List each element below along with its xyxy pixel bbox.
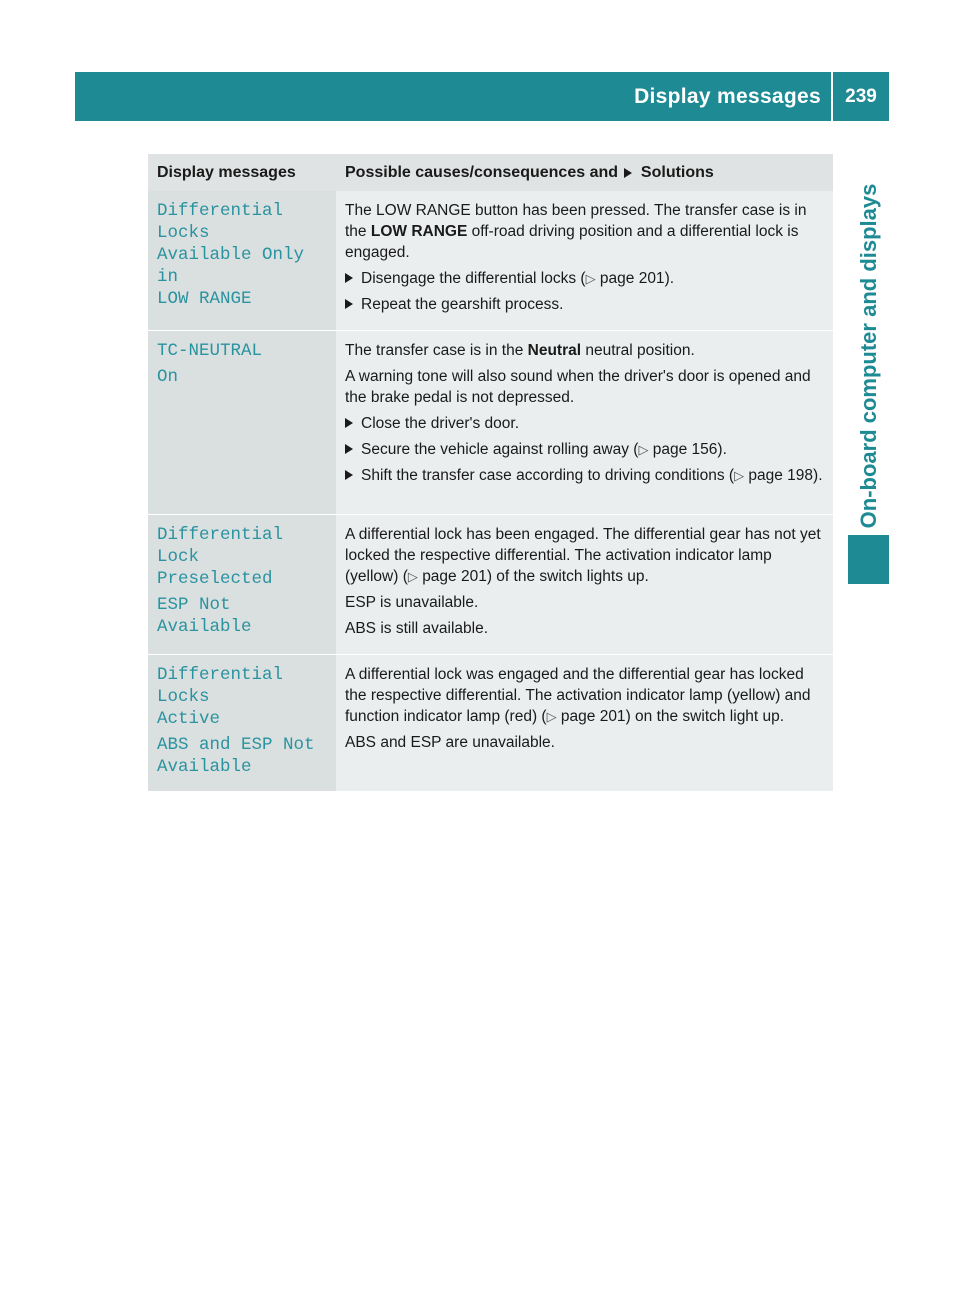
solution-cell	[336, 331, 833, 515]
bold-term: LOW RANGE	[370, 223, 468, 240]
step-text: Repeat the gearshift process.	[361, 296, 564, 313]
page-ref-icon: ▷	[638, 442, 649, 457]
step-arrow-icon	[345, 444, 353, 454]
solution-step	[345, 294, 825, 315]
text-span: ) of the switch lights up.	[486, 568, 649, 585]
message-cell	[148, 655, 336, 792]
text-span: The transfer case is in the	[345, 342, 528, 359]
display-message: TC-NEUTRAL	[157, 341, 263, 361]
table-row	[148, 331, 833, 515]
page-ref-icon: ▷	[407, 569, 418, 584]
page-header	[75, 72, 889, 121]
display-message: ESP Not Available	[157, 595, 252, 637]
step-text	[361, 465, 823, 486]
display-message: On	[157, 367, 179, 387]
table-row	[148, 515, 833, 655]
message-line: Active	[157, 709, 221, 729]
text-span: ) on the switch light up.	[625, 708, 785, 725]
page-ref: page 198	[748, 467, 814, 484]
description-text	[345, 524, 825, 587]
page-title: Display messages	[634, 84, 821, 108]
display-message	[157, 524, 328, 590]
text-span: off-road driving position and a differential lock is engaged.	[345, 223, 799, 261]
page-ref: page 201	[422, 568, 487, 585]
text-span: Secure the vehicle against rolling away (	[361, 441, 639, 458]
page-ref-icon: ▷	[546, 709, 557, 724]
message-cell	[148, 515, 336, 655]
description-text	[345, 200, 825, 263]
message-cell	[148, 191, 336, 331]
table-header-row	[148, 154, 833, 191]
text-span: ).	[717, 441, 727, 458]
page-ref: page 201	[560, 708, 626, 725]
table-row	[148, 655, 833, 792]
text-span: A differential lock was engaged and the differential gear has locked the respective differential. The activation indicator lamp (yellow) and function indicator lamp (red) (	[345, 666, 811, 725]
solution-cell	[336, 655, 833, 792]
solution-cell	[336, 515, 833, 655]
description-text	[345, 340, 825, 361]
text-span: ).	[664, 270, 675, 287]
table-row	[148, 191, 833, 331]
text-span: Disengage the differential locks (	[361, 270, 586, 287]
message-line: Differential Locks	[157, 665, 284, 707]
message-line: Differential Lock	[157, 525, 284, 567]
step-arrow-icon	[345, 299, 353, 309]
display-message	[157, 734, 328, 778]
description-text: ABS and ESP are unavailable.	[345, 734, 555, 751]
page-ref: page 156	[652, 441, 718, 458]
col-header-messages: Display messages	[148, 154, 336, 191]
page-ref-icon: ▷	[585, 271, 596, 286]
step-text	[361, 268, 674, 289]
step-arrow-icon	[345, 418, 353, 428]
message-line: LOW RANGE	[157, 289, 252, 309]
col-header-solutions-post: Solutions	[640, 164, 714, 181]
step-text: Close the driver's door.	[361, 415, 520, 432]
description-text: A warning tone will also sound when the driver's door is opened and the brake pedal is not depressed.	[345, 368, 811, 406]
solution-step	[345, 268, 825, 289]
step-text	[361, 439, 727, 460]
chapter-tab-label: On-board computer and displays	[855, 183, 881, 529]
step-arrow-icon	[345, 470, 353, 480]
display-message	[157, 664, 328, 730]
message-line: ABS and ESP Not	[157, 735, 315, 755]
message-cell	[148, 331, 336, 515]
step-arrow-icon	[345, 273, 353, 283]
text-span: Shift the transfer case according to driving conditions (	[361, 467, 735, 484]
message-line: Available	[157, 757, 252, 777]
text-span: The LOW RANGE button has been pressed. The transfer case is in the	[345, 202, 807, 240]
solution-arrow-icon	[624, 168, 632, 178]
chapter-tab	[848, 128, 889, 584]
solution-cell	[336, 191, 833, 331]
text-span: A differential lock has been engaged. The differential gear has not yet locked the respective differential. The activation indicator lamp (yellow) (	[345, 526, 821, 585]
solution-step	[345, 439, 825, 460]
description-text	[345, 664, 825, 727]
text-span: neutral position.	[581, 342, 695, 359]
col-header-solutions	[336, 154, 833, 191]
chapter-marker	[848, 535, 889, 584]
description-text: ABS is still available.	[345, 620, 489, 637]
display-messages-table	[148, 154, 833, 791]
page-ref: page 201	[599, 270, 665, 287]
col-header-solutions-pre: Possible causes/consequences and	[345, 164, 619, 181]
message-line: Preselected	[157, 569, 273, 589]
description-text: ESP is unavailable.	[345, 594, 479, 611]
bold-term: Neutral	[527, 342, 582, 359]
message-line: Available Only in	[157, 245, 305, 287]
page-number: 239	[845, 85, 877, 107]
solution-step	[345, 465, 825, 486]
display-message	[157, 200, 328, 310]
text-span: ).	[813, 467, 823, 484]
page-ref-icon: ▷	[734, 468, 745, 483]
solution-step	[345, 413, 825, 434]
message-line: Differential Locks	[157, 201, 284, 243]
